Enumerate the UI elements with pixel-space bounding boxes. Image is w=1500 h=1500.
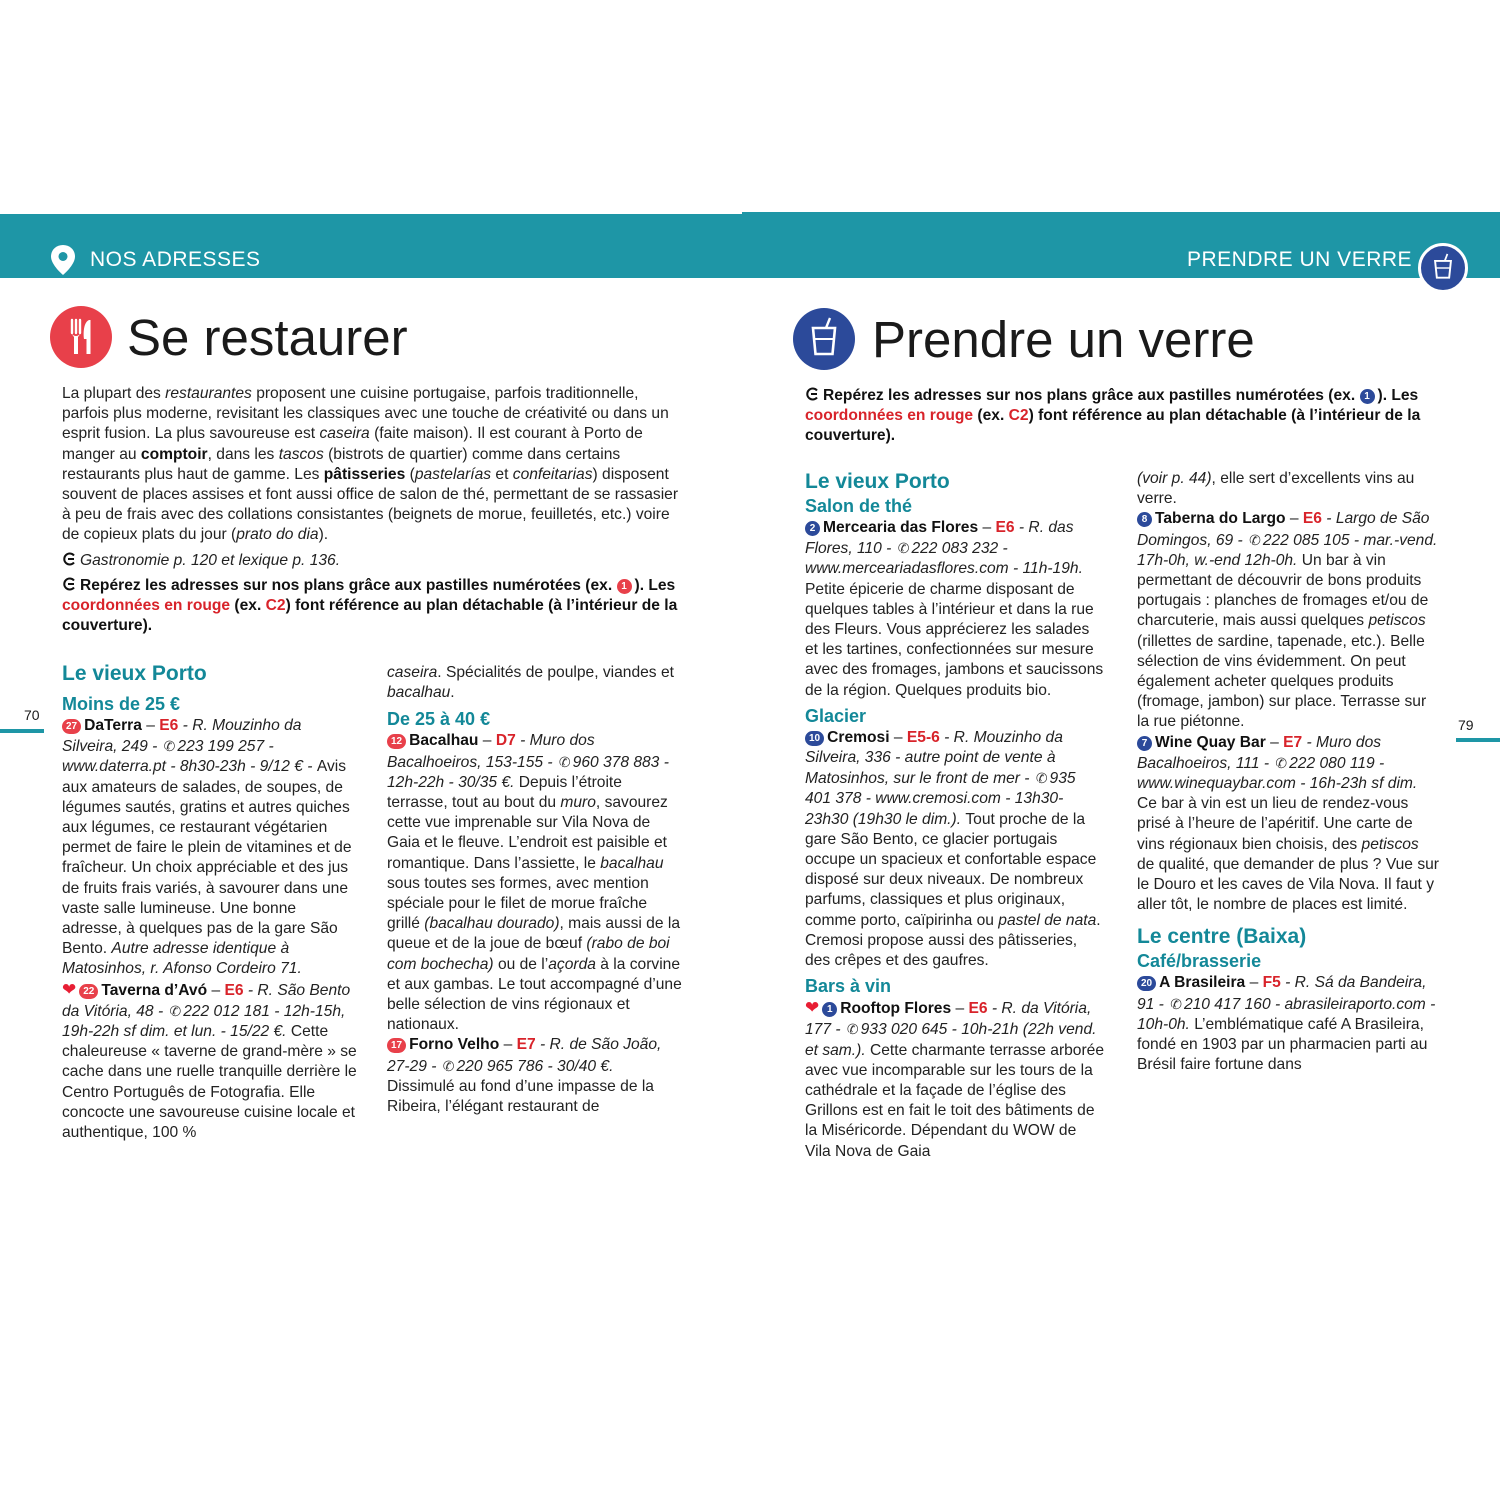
left-column-1 — [62, 660, 360, 1143]
phone-icon: ✆ — [1035, 770, 1048, 787]
phone-icon: ✆ — [897, 540, 910, 557]
entry-bacalhau: 12 Bacalhau – D7 - Muro dos Bacalhoeiros, 153-155 - ✆ 960 378 883 - 12h-22h - 30/35 €. Depuis l’étroite terrasse, tout au bout du muro, savourez cette vue imprenable sur Vila Nova de Gaia et le fleuve. L’endroit est paisible et romantique. Dans l’assiette, le bacalhau sous toutes ses formes, avec mention spéciale pour le filet de morue fraîche grillé (bacalhau dourado), mais aussi de la queue et de la joue de bœuf (rabo de boi com bochecha) ou de l’açorda à la corvine et aux gambas. Le tout accompagné d’une belle sélection de vins régionaux et nationaux. — [387, 732, 682, 1034]
phone-icon: ✆ — [1275, 754, 1288, 771]
entry-taverna-davo: ❤ 22 Taverna d’Avó – E6 - R. São Bento da Vitória, 48 - ✆ 222 012 181 - 12h-15h, 19h-22h sf dim. et lun. - 15/22 €. Cette chaleureuse « taverne de grand-mère » se cache dans une ruelle tranquille derrière le Centro Português de Fotografia. Elle concocte une savoureuse cuisine locale et authentique, 100 % — [62, 979, 357, 1142]
entry-a-brasileira: 20 A Brasileira – F5 - R. Sá da Bandeira, 91 - ✆ 210 417 160 - abrasileiraporto.com - 10h-0h. L’emblématique café A Brasileira, fondé en 1903 par un pharmacien parti au Brésil faire fortune dans — [1137, 974, 1436, 1074]
left-page-tick — [0, 729, 44, 733]
sub-bars-a-vin: Bars à vin — [805, 976, 892, 997]
left-intro — [62, 384, 687, 636]
right-page-tick — [1456, 738, 1500, 742]
entry-taberna-do-largo: 8 Taberna do Largo – E6 - Largo de São Domingos, 69 - ✆ 222 085 105 - mar.-vend. 17h-0h, w.-end 12h-0h. Un bar à vin permettant de découvrir de bons produits portugais : planches de fromages et/ou de charcuterie, mais aussi quelques petiscos (rillettes de sardine, tapenade, etc.). Belle sélection de vins évidemment. On peut également acheter quelques produits (fromage, jambon) sur place. Terrasse sur la rue piétonne. — [1137, 510, 1438, 731]
location-pin-icon — [50, 244, 76, 276]
entry-wine-quay-bar: 7 Wine Quay Bar – E7 - Muro dos Bacalhoeiros, 111 - ✆ 222 080 119 - www.winequaybar.com - 16h-23h sf dim. Ce bar à vin est un lieu de rendez-vous prisé à l’heure de l’apéritif. Une carte de vins régionaux bien choisis, des petiscos de qualité, que demander de plus ? Vue sur le Douro et les caves de Vila Nova. Il faut y aller tôt, le nombre de places est limité. — [1137, 733, 1439, 914]
left-plan-note: Repérez les adresses sur nos plans grâce aux pastilles numérotées (ex. 1 ). Les coordonnées en rouge (ex. C2) font référence au plan détachable (à l’intérieur de la couverture). — [62, 576, 678, 635]
phone-icon: ✆ — [163, 738, 176, 755]
cutlery-icon — [50, 306, 112, 368]
entry-cremosi: 10 Cremosi – E5-6 - R. Mouzinho da Silveira, 336 - autre point de vente à Matosinhos, sur le front de mer - ✆ 935 401 378 - www.cremosi.com - 13h30-23h30 (19h30 le dim.). Tout proche de la gare São Bento, ce glacier portugais occupe un spacieux et confortable espace disposé sur deux niveaux. De nombreux parfums, classiques et plus originaux, comme porto, caïpirinha ou pastel de nata. Cremosi propose aussi des pâtisseries, des crêpes et des gaufres. — [805, 728, 1101, 970]
phone-icon: ✆ — [169, 1002, 182, 1019]
entry-forno-velho: 17 Forno Velho – E7 - R. de São João, 27-29 - ✆ 220 965 786 - 30/40 €. Dissimulé au fond d’une impasse de la Ribeira, l’élégant restaurant de — [387, 1036, 662, 1116]
left-column-2 — [387, 663, 683, 1117]
header-right-label: PRENDRE UN VERRE — [1187, 248, 1413, 271]
sub-salon-de-the: Salon de thé — [805, 496, 913, 516]
phone-icon: ✆ — [1249, 531, 1261, 548]
left-page-title: Se restaurer — [127, 309, 408, 366]
intro-paragraph: La plupart des restaurantes proposent une cuisine portugaise, parfois traditionnelle, parfois plus moderne, revisitant les classiques avec une touche de créativité ou dans un esprit fusion. La plus savoureuse est caseira (faite maison). Il est courant à Porto de manger au comptoir, dans les tascos (bistrots de quartier) comme dans certains restaurants plus haut de gamme. Les pâtisseries (pastelarías et confeitarias) disposent souvent de places assises et font aussi office de salon de thé, permettant de se rassasier à peu de frais avec des collations consistantes (beignets de morue, feuilletés, etc.) voire de copieux plats du jour (prato do dia). — [62, 385, 679, 544]
sub-cafe-brasserie: Café/brasserie — [1137, 951, 1262, 972]
right-page-number: 79 — [1458, 717, 1474, 733]
entry-daterra: 27 DaTerra – E6 - R. Mouzinho da Silveira, 249 - ✆ 223 199 257 - www.daterra.pt - 8h30-23h - 9/12 € - Avis aux amateurs de salades, de soupes, de légumes sautés, gratins et autres quiches aux légumes, ce restaurant végétarien permet de faire le plein de vitamines et de fraîcheur. Un choix appréciable et des jus de fruits frais variés, à savourer dans une vaste salle lumineuse. Une bonne adresse, à quelques pas de la gare São Bento. Autre adresse identique à Matosinhos, r. Afonso Cordeiro 71. — [62, 717, 352, 978]
entry-taverna-davo-cont: caseira. Spécialités de poulpe, viandes et bacalhau. — [387, 664, 674, 702]
phone-icon: ✆ — [846, 1021, 859, 1038]
right-plan-note: Repérez les adresses sur nos plans grâce aux pastilles numérotées (ex. 1 ). Les coordonnées en rouge (ex. C2) font référence au plan détachable (à l’intérieur de la couverture). — [805, 387, 1421, 445]
header-left-label: NOS ADRESSES — [90, 248, 261, 271]
right-column-1 — [805, 468, 1105, 1162]
section-centre-baixa: Le centre (Baixa) — [1137, 925, 1307, 949]
heart-icon: ❤ — [805, 998, 820, 1018]
reference-arrow-icon — [62, 577, 76, 591]
drink-glass-icon — [1418, 243, 1468, 293]
entry-rooftop-flores: ❤ 1 Rooftop Flores – E6 - R. da Vitória, 177 - ✆ 933 020 645 - 10h-21h (22h vend. et sam.). Cette charmante terrasse arborée avec vue incomparable sur les tours de la cathédrale et la façade de l’église des Grillons est en fait le toit des bâtiments de la Miséricorde. Dépendant du WOW de Vila Nova de Gaia — [805, 998, 1105, 1160]
right-page-title: Prendre un verre — [872, 311, 1255, 368]
phone-icon: ✆ — [558, 753, 571, 770]
price-under-25: Moins de 25 € — [62, 694, 181, 714]
sub-glacier: Glacier — [805, 705, 867, 726]
entry-mercearia: 2 Mercearia das Flores – E6 - R. das Flores, 110 - ✆ 222 083 232 - www.merceariadasflores.com - 11h-19h. Petite épicerie de charme disposant de quelques tables à l’intérieur et dans la rue des Fleurs. Vous apprécierez les salades et les tartines, confectionnées sur mesure avec des fromages, jambons et saucissons de la région. Quelques produits bio. — [805, 519, 1104, 699]
heart-icon: ❤ — [62, 979, 77, 999]
right-intro — [805, 386, 1435, 447]
reference-arrow-icon — [62, 552, 76, 566]
section-vieux-porto: Le vieux Porto — [62, 662, 207, 685]
gastronomie-reference: Gastronomie p. 120 et lexique p. 136. — [62, 551, 687, 571]
phone-icon: ✆ — [442, 1057, 455, 1074]
right-column-2 — [1137, 469, 1439, 1075]
drink-glass-icon — [793, 308, 855, 370]
left-page-number: 70 — [24, 707, 40, 723]
price-25-40: De 25 à 40 € — [387, 709, 491, 730]
reference-arrow-icon — [805, 387, 819, 401]
entry-rooftop-flores-cont: (voir p. 44), elle sert d’excellents vins au verre. — [1137, 470, 1415, 508]
header-band-notch — [742, 212, 1500, 216]
phone-icon: ✆ — [1170, 995, 1182, 1012]
section-vieux-porto-right: Le vieux Porto — [805, 470, 950, 493]
